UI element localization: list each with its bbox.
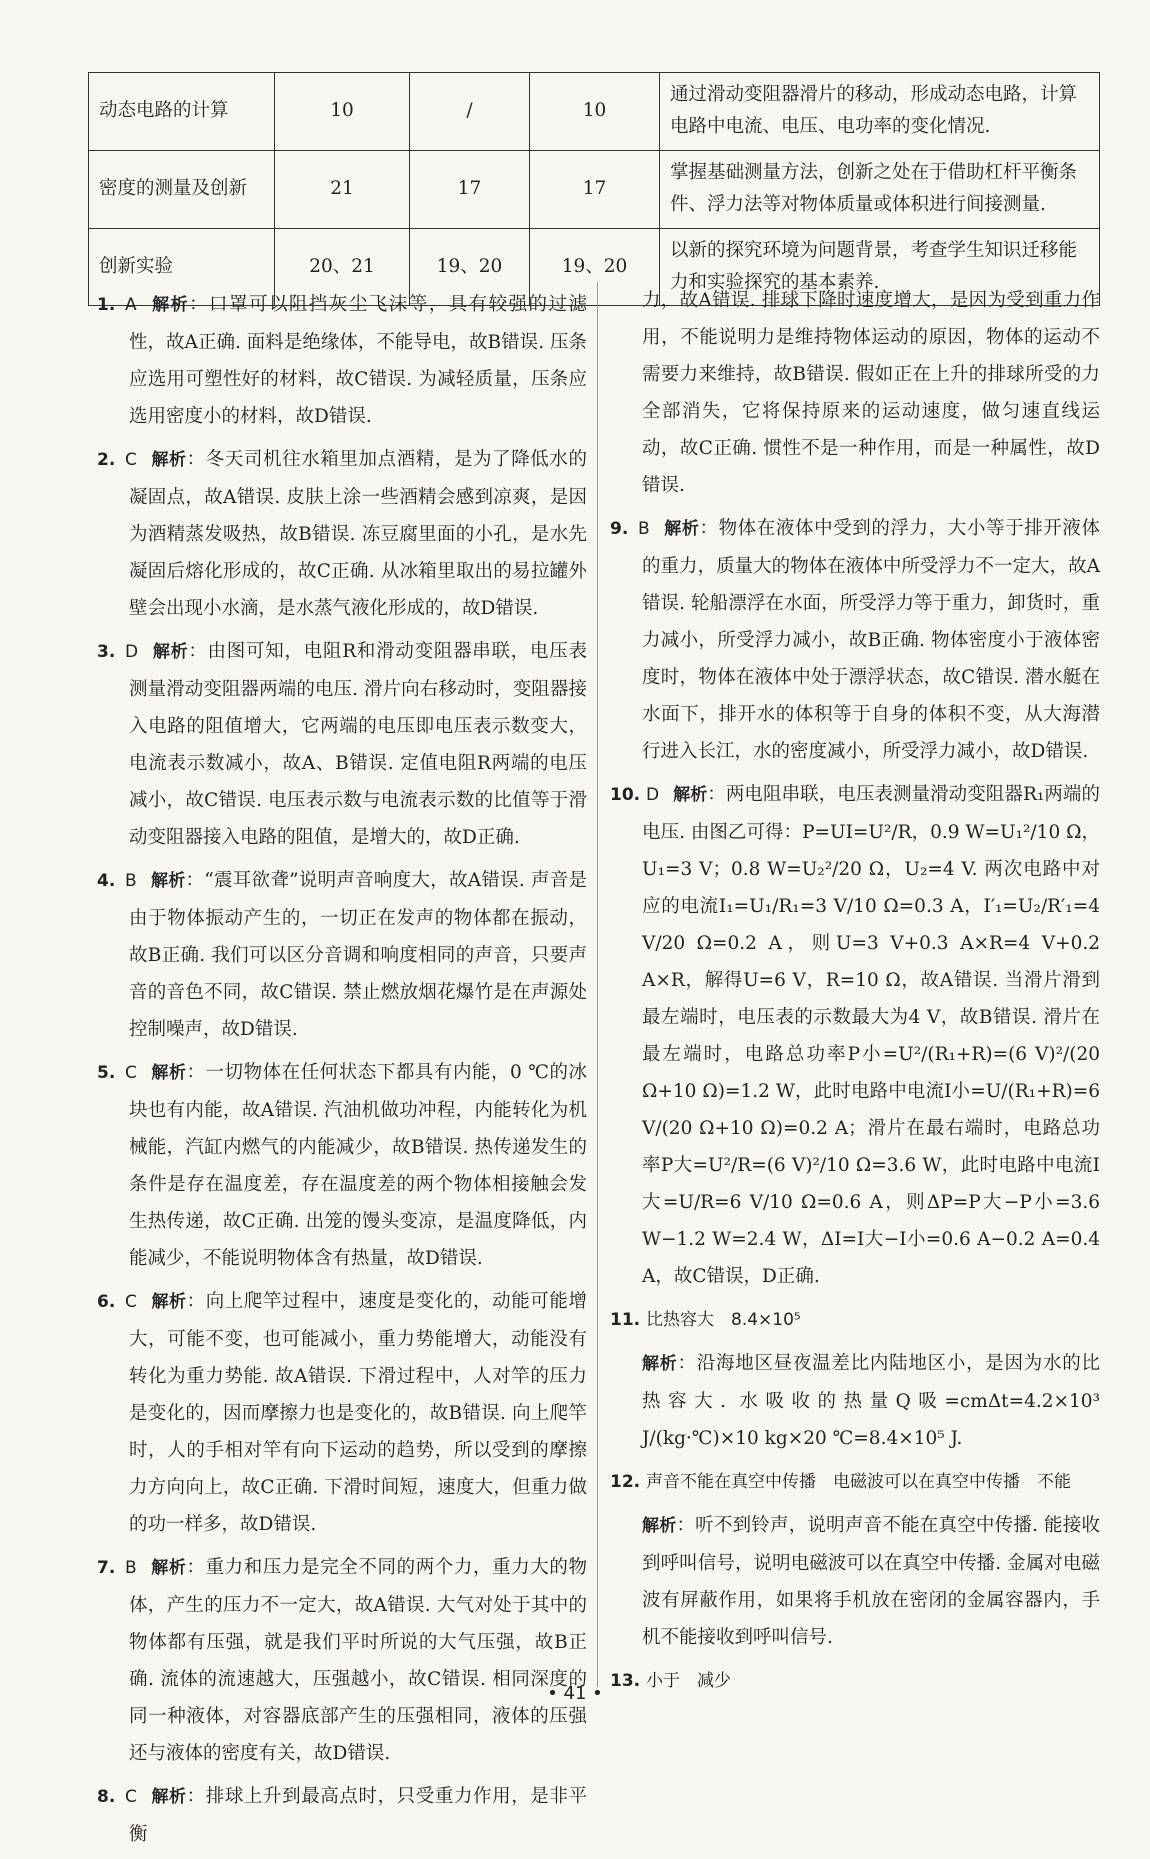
analysis-label: 解析	[150, 1558, 187, 1578]
question-number: 6.	[97, 1292, 116, 1312]
value-cell: 20、21	[275, 228, 410, 306]
answer-item-6	[97, 1283, 587, 1543]
question-number: 4.	[97, 871, 116, 891]
value-cell: 19、20	[530, 228, 660, 306]
answer-item-4	[97, 862, 587, 1048]
analysis-text: ：向上爬竿过程中，速度是变化的，动能可能增大，可能不变，也可能减小，重力势能增大，动能没有转化为重力势能. 故A错误. 下滑过程中，人对竿的压力是变化的，因而摩擦力也是变化的，故B错误. 向上爬竿时，人的手相对竿有向下运动的趋势，所以受到的摩擦力方向向上，故C正确. 下滑时间短，速度大，但重力做的功一样多，故D错误.	[129, 1291, 587, 1535]
answer-choice: C	[125, 1787, 137, 1807]
answer-item-12	[610, 1463, 1100, 1501]
analysis-label: 解析	[673, 785, 708, 805]
table-row	[89, 150, 1100, 228]
answer-item-8-continued: 力，故A错误. 排球下降时速度增大，是因为受到重力作用，不能说明力是维持物体运动的原因，物体的运动不需要力来维持，故B错误. 假如正在上升的排球所受的力全部消失，它将保持原来的运动速度，做匀速直线运动，故C正确. 惯性不是一种作用，而是一种属性，故D错误.	[642, 290, 1100, 496]
analysis-label: 解析	[150, 1292, 187, 1312]
question-number: 3.	[97, 642, 116, 662]
answer-item-9	[610, 510, 1100, 770]
question-number: 8.	[97, 1787, 116, 1807]
answer-item-7	[97, 1549, 587, 1772]
topic-cell: 创新实验	[89, 228, 275, 306]
topic-cell: 密度的测量及创新	[89, 150, 275, 228]
analysis-label: 解析	[663, 519, 700, 539]
value-cell: 21	[275, 150, 410, 228]
column-divider	[597, 282, 598, 1687]
table-row	[89, 73, 1100, 151]
answer-choice: B	[125, 871, 137, 891]
analysis-label: 解析	[642, 1354, 678, 1374]
value-cell: 10	[530, 73, 660, 151]
analysis-label: 解析	[150, 1787, 187, 1807]
value-cell: /	[410, 73, 530, 151]
analysis-label: 解析	[150, 1063, 187, 1083]
analysis-text: ：口罩可以阻挡灰尘飞沫等，具有较强的过滤性，故A正确. 面料是绝缘体，不能导电，故B错误. 压条应选用可塑性好的材料，故C错误. 为减轻质量，压条应选用密度小的材料，故D错误.	[129, 294, 587, 427]
answer-choice: B	[638, 519, 650, 539]
answer-item-12-analysis	[610, 1507, 1100, 1656]
question-number: 10.	[610, 785, 641, 805]
analysis-text: ：重力和压力是完全不同的两个力，重力大的物体，产生的压力不一定大，故A错误. 大气对处于其中的物体都有压强，就是我们平时所说的大气压强，故B正确. 流体的流速越大，压强越小，故C错误. 相同深度的同一种液体，对容器底部产生的压强相同，液体的压强还与液体的密度有关，故D错误.	[129, 1557, 587, 1764]
question-number: 13.	[610, 1671, 641, 1691]
analysis-text: ：“震耳欲聋”说明声音响度大，故A错误. 声音是由于物体振动产生的，一切正在发声的物体都在振动，故B正确. 我们可以区分音调和响度相同的声音，只要声音的音色不同，故C错误. 禁止燃放烟花爆竹是在声源处控制噪声，故D错误.	[129, 870, 588, 1040]
question-number: 1.	[97, 295, 116, 315]
description-cell: 以新的探究环境为问题背景，考查学生知识迁移能力和实验探究的基本素养.	[660, 228, 1100, 306]
answer-text: 比热容大 8.4×10⁵	[646, 1310, 801, 1330]
answer-choice: C	[125, 1292, 137, 1312]
value-cell: 19、20	[410, 228, 530, 306]
answer-choice: D	[646, 785, 660, 805]
answer-choice: D	[125, 642, 139, 662]
analysis-text: ：一切物体在任何状态下都具有内能，0 ℃的冰块也有内能，故A错误. 汽油机做功冲程，内能转化为机械能，汽缸内燃气的内能减少，故B错误. 热传递发生的条件是存在温度差，存在温度差的两个物体相接触会发生热传递，故C正确. 出笼的馒头变凉，是温度降低，内能减少，不能说明物体含有热量，故D错误.	[129, 1062, 587, 1269]
answer-item-5	[97, 1054, 587, 1277]
right-column	[610, 282, 1100, 1706]
analysis-text: ：由图可知，电阻R和滑动变阻器串联，电压表测量滑动变阻器两端的电压. 滑片向右移动时，变阻器接入电路的阻值增大，它两端的电压即电压表示数变大，电流表示数减小，故A、B错误. 定值电阻R两端的电压减小，故C错误. 电压表示数与电流表示数的比值等于滑动变阻器接入电路的阻值，是增大的，故D正确.	[129, 641, 587, 848]
description-cell: 通过滑动变阻器滑片的移动，形成动态电路，计算电路中电流、电压、电功率的变化情况.	[660, 73, 1100, 151]
left-column	[97, 286, 587, 1859]
answer-item-10	[610, 776, 1100, 1295]
question-number: 5.	[97, 1063, 116, 1083]
question-number: 2.	[97, 450, 116, 470]
analysis-text: ：沿海地区昼夜温差比内陆地区小，是因为水的比热容大. 水吸收的热量Q吸=cmΔt=4.2×10³ J/(kg·℃)×10 kg×20 ℃=8.4×10⁵ J.	[642, 1353, 1100, 1449]
value-cell: 17	[530, 150, 660, 228]
answer-text: 声音不能在真空中传播 电磁波可以在真空中传播 不能	[646, 1472, 1071, 1492]
answer-item-8	[97, 1778, 587, 1853]
answer-text: 小于 减少	[646, 1671, 731, 1691]
analysis-text: ：冬天司机往水箱里加点酒精，是为了降低水的凝固点，故A错误. 皮肤上涂一些酒精会感到凉爽，是因为酒精蒸发吸热，故B错误. 冻豆腐里面的小孔，是水先凝固后熔化形成的，故C正确. 从冰箱里取出的易拉罐外壁会出现小水滴，是水蒸气液化形成的，故D错误.	[129, 449, 587, 619]
answer-choice: C	[125, 450, 137, 470]
analysis-text: ：两电阻串联，电压表测量滑动变阻器R₁两端的电压. 由图乙可得：P=UI=U²/R，0.9 W=U₁²/10 Ω，U₁=3 V；0.8 W=U₂²/20 Ω，U₂=4 V. 两次电路中对应的电流I₁=U₁/R₁=3 V/10 Ω=0.3 A，I′₁=U₂/R′₁=4 V/20 Ω=0.2 A，则U=3 V+0.3 A×R=4 V+0.2 A×R，解得U=6 V，R=10 Ω，故A错误. 当滑片滑到最左端时，电压表的示数最大为4 V，故B错误. 滑片在最左端时，电路总功率P小=U²/(R₁+R)=(6 V)²/(20 Ω+10 Ω)=1.2 W，此时电路中电流I小=U/(R₁+R)=6 V/(20 Ω+10 Ω)=0.2 A；滑片在最右端时，电路总功率P大=U²/R=(6 V)²/10 Ω=3.6 W，此时电路中电流I大=U/R=6 V/10 Ω=0.6 A，则ΔP=P大−P小=3.6 W−1.2 W=2.4 W，ΔI=I大−I小=0.6 A−0.2 A=0.4 A，故C错误，D正确.	[642, 784, 1100, 1287]
analysis-label: 解析	[150, 450, 187, 470]
value-cell: 10	[275, 73, 410, 151]
page-number: • 41 •	[547, 1683, 603, 1704]
answer-choice: A	[125, 295, 137, 315]
analysis-text: ：听不到铃声，说明声音不能在真空中传播. 能接收到呼叫信号，说明电磁波可以在真空中传播. 金属对电磁波有屏蔽作用，如果将手机放在密闭的金属容器内，手机不能接收到呼叫信号.	[642, 1515, 1100, 1648]
answer-item-11	[610, 1301, 1100, 1339]
answer-item-1	[97, 286, 587, 435]
analysis-label: 解析	[150, 871, 186, 891]
analysis-label: 解析	[642, 1516, 677, 1536]
value-cell: 17	[410, 150, 530, 228]
question-number: 11.	[610, 1310, 641, 1330]
answer-item-3	[97, 633, 587, 856]
analysis-label: 解析	[150, 295, 190, 315]
answer-item-2	[97, 441, 587, 627]
answer-choice: B	[125, 1558, 137, 1578]
analysis-text: ：物体在液体中受到的浮力，大小等于排开液体的重力，质量大的物体在液体中所受浮力不一定大，故A错误. 轮船漂浮在水面，所受浮力等于重力，卸货时，重力减小，所受浮力减小，故B正确. 物体密度小于液体密度时，物体在液体中处于漂浮状态，故C错误. 潜水艇在水面下，排开水的体积等于自身的体积不变，从大海潜行进入长江，水的密度减小，所受浮力减小，故D错误.	[642, 518, 1100, 762]
question-number: 9.	[610, 519, 629, 539]
analysis-label: 解析	[152, 642, 189, 662]
question-number: 7.	[97, 1558, 116, 1578]
analysis-text: ：排球上升到最高点时，只受重力作用，是非平衡	[129, 1786, 587, 1845]
answer-item-11-analysis	[610, 1345, 1100, 1457]
topic-cell: 动态电路的计算	[89, 73, 275, 151]
answer-choice: C	[125, 1063, 137, 1083]
description-cell: 掌握基础测量方法，创新之处在于借助杠杆平衡条件、浮力法等对物体质量或体积进行间接测量.	[660, 150, 1100, 228]
topic-table	[88, 72, 1100, 306]
question-number: 12.	[610, 1472, 641, 1492]
